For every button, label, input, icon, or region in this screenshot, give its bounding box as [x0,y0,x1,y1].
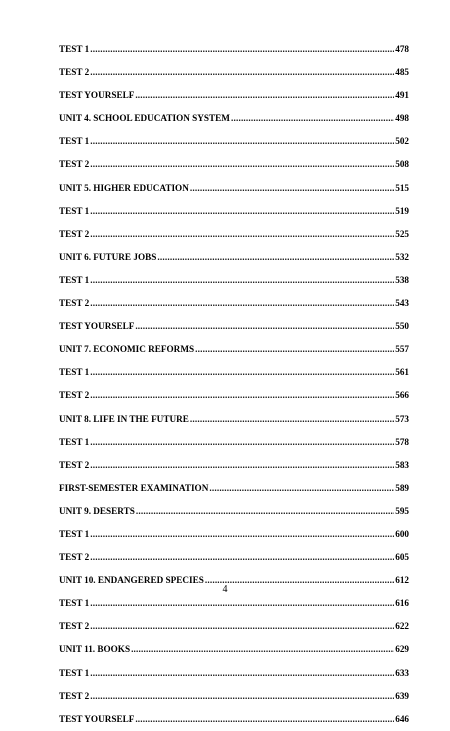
toc-entry-title: UNIT 10. ENDANGERED SPECIES [59,575,204,586]
toc-entry[interactable] [59,84,409,107]
toc-dot-leader [90,384,394,407]
toc-entry[interactable] [59,177,409,200]
toc-entry-page: 519 [395,205,409,216]
toc-entry-page: 600 [395,528,409,539]
toc-entry-title: TEST 1 [59,136,90,147]
toc-dot-leader [135,708,394,731]
toc-entry-page: 639 [395,690,409,701]
toc-entry-page: 616 [395,598,409,609]
toc-entry[interactable] [59,454,409,477]
toc-entry[interactable] [59,200,409,223]
toc-entry-title: UNIT 7. ECONOMIC REFORMS [59,344,195,355]
toc-entry[interactable] [59,477,409,500]
toc-entry-title: TEST YOURSELF [59,90,135,101]
toc-entry-title: UNIT 6. FUTURE JOBS [59,251,157,262]
toc-entry-page: 508 [395,159,409,170]
toc-entry-page: 478 [395,44,409,54]
toc-dot-leader [135,315,394,338]
toc-dot-leader [90,130,394,153]
toc-dot-leader [90,223,394,246]
toc-entry-title: TEST 2 [59,552,90,563]
toc-entry-title: TEST 2 [59,390,90,401]
toc-entry-page: 561 [395,367,409,378]
toc-entry-page: 491 [395,90,409,101]
toc-dot-leader [90,546,394,569]
toc-entry-page: 633 [395,667,409,678]
toc-entry-page: 485 [395,67,409,78]
toc-dot-leader [136,500,394,523]
toc-entry-title: TEST 1 [59,205,90,216]
toc-entry-page: 622 [395,621,409,632]
toc-dot-leader [90,592,394,615]
toc-entry-title: TEST 1 [59,436,90,447]
toc-dot-leader [135,84,394,107]
toc-entry-title: FIRST-SEMESTER EXAMINATION [59,482,209,493]
toc-entry-title: TEST 1 [59,274,90,285]
toc-entry-page: 605 [395,552,409,563]
toc-entry-title: TEST 2 [59,228,90,239]
toc-entry[interactable] [59,546,409,569]
toc-entry[interactable] [59,523,409,546]
toc-entry[interactable] [59,361,409,384]
toc-dot-leader [90,153,394,176]
toc-dot-leader [90,662,394,685]
toc-dot-leader [90,361,394,384]
toc-entry[interactable] [59,246,409,269]
toc-entry-title: UNIT 4. SCHOOL EDUCATION SYSTEM [59,113,230,124]
toc-dot-leader [90,523,394,546]
toc-dot-leader [231,107,394,130]
toc-entry-title: TEST 2 [59,690,90,701]
toc-entry[interactable] [59,685,409,708]
toc-entry[interactable] [59,269,409,292]
toc-entry-page: 566 [395,390,409,401]
toc-entry[interactable] [59,662,409,685]
toc-entry[interactable] [59,61,409,84]
toc-entry-title: UNIT 9. DESERTS [59,505,135,516]
toc-dot-leader [131,638,394,661]
toc-entry-page: 532 [395,251,409,262]
toc-entry[interactable] [59,338,409,361]
toc-dot-leader [90,292,394,315]
toc-entry-page: 557 [395,344,409,355]
toc-entry-title: UNIT 5. HIGHER EDUCATION [59,182,189,193]
toc-entry-page: 583 [395,459,409,470]
toc-entry-page: 502 [395,136,409,147]
toc-entry-page: 498 [395,113,409,124]
toc-entry-page: 525 [395,228,409,239]
toc-dot-leader [90,61,394,84]
toc-dot-leader [195,338,394,361]
toc-entry-title: TEST YOURSELF [59,321,135,332]
toc-entry-page: 595 [395,505,409,516]
toc-entry-title: TEST 2 [59,459,90,470]
table-of-contents [59,38,409,731]
toc-entry[interactable] [59,431,409,454]
toc-dot-leader [90,38,394,61]
toc-dot-leader [90,615,394,638]
toc-entry-page: 629 [395,644,409,655]
toc-entry-title: TEST 1 [59,44,90,54]
toc-entry-title: TEST 2 [59,621,90,632]
toc-dot-leader [90,454,394,477]
toc-entry[interactable] [59,615,409,638]
toc-dot-leader [90,685,394,708]
toc-entry-page: 589 [395,482,409,493]
toc-entry[interactable] [59,130,409,153]
toc-dot-leader [90,431,394,454]
toc-entry-title: TEST 2 [59,159,90,170]
toc-entry[interactable] [59,223,409,246]
toc-entry-title: TEST 1 [59,367,90,378]
toc-entry[interactable] [59,592,409,615]
toc-entry[interactable] [59,292,409,315]
toc-entry[interactable] [59,500,409,523]
toc-entry-page: 612 [395,575,409,586]
toc-entry[interactable] [59,638,409,661]
toc-entry-page: 578 [395,436,409,447]
toc-entry-title: TEST 2 [59,298,90,309]
toc-dot-leader [157,246,394,269]
toc-entry-page: 550 [395,321,409,332]
toc-entry[interactable] [59,408,409,431]
toc-entry-title: UNIT 11. BOOKS [59,644,131,655]
toc-entry-title: TEST 1 [59,598,90,609]
toc-dot-leader [190,177,394,200]
toc-entry-page: 573 [395,413,409,424]
toc-entry-title: UNIT 8. LIFE IN THE FUTURE [59,413,189,424]
toc-entry[interactable] [59,38,409,61]
toc-dot-leader [90,200,394,223]
toc-entry-page: 646 [395,713,409,724]
toc-entry-title: TEST 1 [59,667,90,678]
toc-dot-leader [209,477,394,500]
toc-entry-title: TEST 2 [59,67,90,78]
toc-entry-page: 515 [395,182,409,193]
toc-dot-leader [190,408,394,431]
toc-entry[interactable] [59,708,409,731]
toc-entry-title: TEST 1 [59,528,90,539]
toc-entry[interactable] [59,315,409,338]
toc-entry[interactable] [59,384,409,407]
toc-entry-page: 538 [395,274,409,285]
toc-entry[interactable] [59,153,409,176]
toc-entry-page: 543 [395,298,409,309]
toc-entry-title: TEST YOURSELF [59,713,135,724]
toc-dot-leader [90,269,394,292]
toc-entry[interactable] [59,107,409,130]
page-number: 4 [222,584,228,595]
